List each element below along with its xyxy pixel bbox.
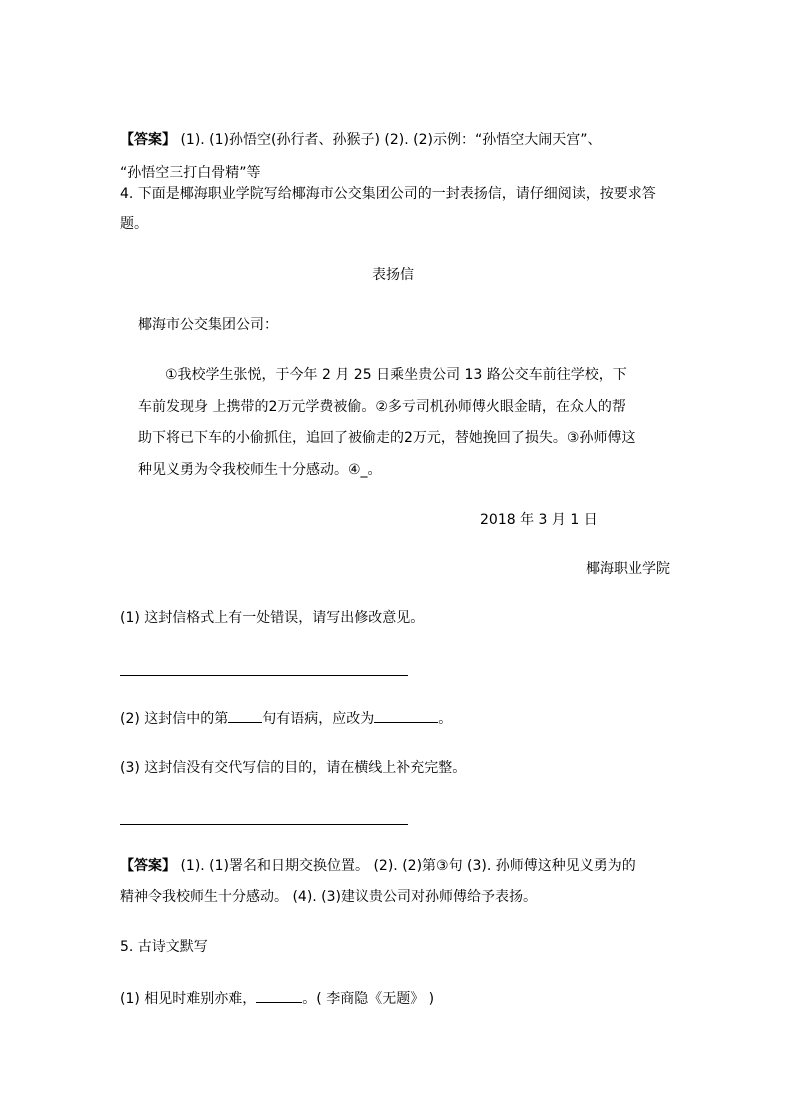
letter-body-line1: ①我校学生张悦，于今年 2 月 25 日乘坐贵公司 13 路公交车前往学校，下 — [165, 367, 627, 383]
letter-body-line3: 助下将已下车的小偷抓住，追回了被偷走的2万元，替她挽回了损失。③孙师傅这 — [138, 430, 636, 446]
answer-4-line1: (1). (1)署名和日期交换位置。 (2). (2)第③句 (3). 孙师傅这种见义勇为的 — [180, 858, 636, 874]
answer-4-line2: 精神令我校师生十分感动。 (4). (3)建议贵公司对孙师傅给予表扬。 — [120, 889, 538, 905]
letter-signature: 椰海职业学院 — [586, 561, 670, 577]
answer-3-line1: (1). (1)孙悟空(孙行者、孙猴子) (2). (2)示例：“孙悟空大闹天宫”、 — [180, 132, 602, 148]
subquestion-3: (3) 这封信没有交代写信的目的，请在横线上补充完整。 — [120, 760, 467, 776]
answer-tag: 【答案】 — [120, 858, 176, 874]
subquestion-2-suffix: 。 — [438, 711, 453, 727]
answer-3 — [120, 130, 601, 150]
question-5-sub1-source: 。( 李商隐《无题》 ) — [302, 991, 435, 1007]
subquestion-2 — [120, 708, 452, 729]
revision-blank[interactable] — [374, 708, 438, 723]
answer-blank-3[interactable] — [120, 824, 408, 825]
answer-tag: 【答案】 — [120, 132, 176, 148]
answer-4 — [120, 856, 636, 876]
question-4-line1: 4. 下面是椰海职业学院写给椰海市公交集团公司的一封表扬信，请仔细阅读，按要求答 — [120, 186, 656, 202]
subquestion-1: (1) 这封信格式上有一处错误，请写出修改意见。 — [120, 610, 425, 626]
poem-blank[interactable] — [256, 988, 302, 1003]
question-5-sub1 — [120, 988, 434, 1009]
sentence-number-blank[interactable] — [228, 708, 262, 723]
question-5-title: 5. 古诗文默写 — [120, 939, 208, 955]
answer-blank-1[interactable] — [120, 675, 408, 676]
question-5-sub1-prefix: (1) 相见时难别亦难， — [120, 991, 257, 1007]
subquestion-2-middle: 句有语病，应改为 — [262, 711, 375, 727]
question-4-line2: 题。 — [120, 216, 148, 232]
letter-body-line4: 种见义勇为令我校师生十分感动。④_。 — [138, 462, 382, 478]
letter-salutation: 椰海市公交集团公司： — [138, 317, 278, 333]
answer-3-line2: “孙悟空三打白骨精”等 — [120, 165, 261, 181]
subquestion-2-prefix: (2) 这封信中的第 — [120, 711, 229, 727]
letter-body-line2: 车前发现身 上携带的2万元学费被偷。②多亏司机孙师傅火眼金睛，在众人的帮 — [138, 399, 626, 415]
letter-date: 2018 年 3 月 1 日 — [480, 512, 598, 528]
letter-title: 表扬信 — [372, 267, 414, 283]
